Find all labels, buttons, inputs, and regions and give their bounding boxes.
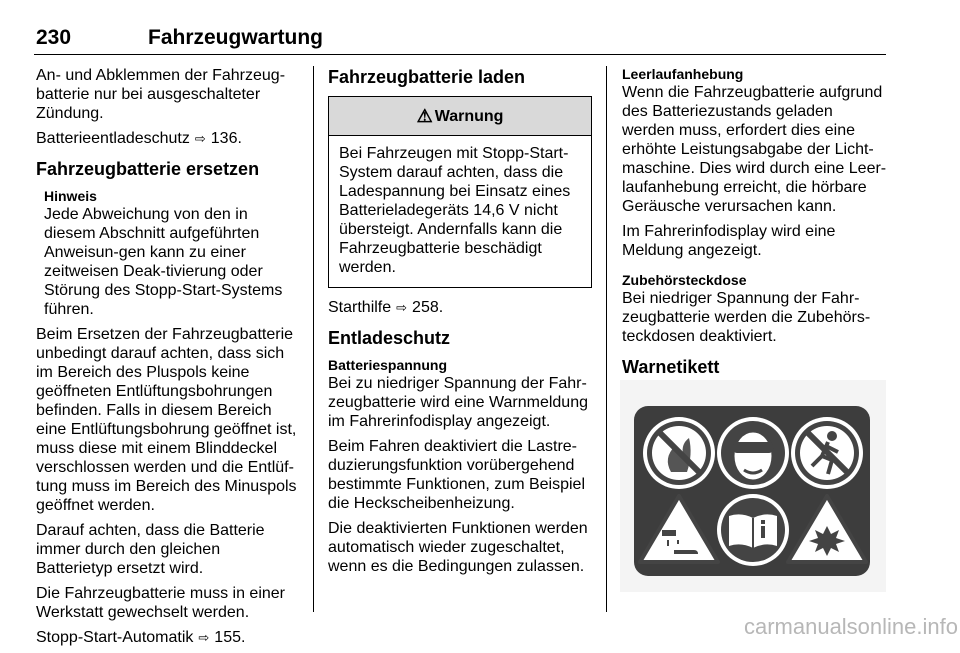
column-3 bbox=[622, 66, 887, 386]
paragraph-ref: Starthilfe ⇨ 258. bbox=[328, 299, 444, 316]
paragraph: Die Fahrzeugbatterie muss in einer Werkstatt gewechselt werden. bbox=[36, 585, 286, 621]
page-number: 230 bbox=[36, 26, 72, 49]
page-reference-link[interactable]: 136. bbox=[210, 130, 242, 147]
page-reference-link[interactable]: 155. bbox=[214, 629, 246, 646]
warning-box bbox=[328, 96, 592, 288]
page-header bbox=[34, 26, 886, 55]
note-text: Jede Abweichung von den in diesem Abschnitt aufgeführten Anweisun-gen kann zu einer zeitweisen Deak-tivierung oder Störung des Stopp-Start-Systems führen. bbox=[44, 206, 283, 318]
section-heading: Fahrzeugbatterie laden bbox=[328, 67, 526, 87]
eye-protection-icon bbox=[717, 417, 789, 489]
paragraph: Im Fahrerinfodisplay wird eine Meldung angezeigt. bbox=[622, 223, 836, 259]
paragraph: An- und Abklemmen der Fahrzeug-batterie nur bei ausgeschalteter Zündung. bbox=[36, 67, 286, 122]
section-heading: Warnetikett bbox=[622, 357, 720, 377]
paragraph: Darauf achten, dass die Batterie immer durch den gleichen Batterietyp ersetzt wird. bbox=[36, 522, 265, 577]
warning-header bbox=[329, 97, 591, 136]
subsection-heading: Batteriespannung bbox=[328, 357, 448, 373]
paragraph: Beim Ersetzen der Fahrzeugbatterie unbedingt darauf achten, dass sich im Bereich des Pluspols keine geöffneten Entlüftungsbohrungen befinden. Falls in diesem Bereich eine Entlüftungsbohrung geöffnet ist, muss diese mit einem Blinddeckel verschlossen werden und die Entlüf-tung muss im Bereich des Minuspols geöffnet werden. bbox=[36, 326, 297, 514]
column-2 bbox=[328, 66, 592, 582]
note-block bbox=[36, 188, 301, 319]
keep-children-away-icon bbox=[791, 417, 863, 489]
subsection-heading: Zubehörsteckdose bbox=[622, 272, 747, 288]
column-divider bbox=[606, 66, 607, 612]
subsection-heading: Leerlaufanhebung bbox=[622, 66, 744, 82]
column-divider bbox=[313, 66, 314, 612]
chapter-title: Fahrzeugwartung bbox=[148, 26, 324, 49]
paragraph: Die deaktivierten Funktionen werden automatisch wieder zugeschaltet, wenn es die Bedingungen zulassen. bbox=[328, 520, 588, 575]
paragraph: Bei niedriger Spannung der Fahr-zeugbatterie werden die Zubehörs-teckdosen deaktiviert. bbox=[622, 290, 871, 345]
warning-title: Warnung bbox=[434, 107, 504, 125]
column-1 bbox=[36, 66, 301, 653]
battery-warning-label bbox=[620, 380, 886, 592]
page-reference-link[interactable]: 258. bbox=[412, 299, 444, 316]
paragraph: Wenn die Fahrzeugbatterie aufgrund des Batteriezustands geladen werden muss, erfordert dies eine erhöhte Leistungsabgabe der Licht-maschine. Dies wird durch eine Leer-laufanhebung erreicht, die hörbare Geräusche verursachen kann. bbox=[622, 84, 887, 215]
note-title: Hinweis bbox=[44, 188, 97, 204]
watermark: carmanualsonline.info bbox=[743, 614, 958, 639]
paragraph-ref: Batterieentladeschutz ⇨ 136. bbox=[36, 130, 242, 147]
reference-arrow-icon: ⇨ bbox=[198, 630, 210, 645]
warning-text: Bei Fahrzeugen mit Stopp-Start-System darauf achten, dass die Ladespannung bei Einsatz eines Batterieladegeräts 14,6 V nicht übersteigt. Andernfalls kann die Fahrzeugbatterie beschädigt werden. bbox=[339, 145, 571, 276]
paragraph: Beim Fahren deaktiviert die Lastre-duzierungsfunktion vorübergehend bestimmte Funktionen, zum Beispiel die Heckscheibenheizung. bbox=[328, 438, 585, 512]
section-heading: Entladeschutz bbox=[328, 328, 451, 348]
read-manual-icon bbox=[717, 494, 789, 566]
reference-arrow-icon: ⇨ bbox=[396, 300, 408, 315]
no-fire-icon bbox=[643, 417, 715, 489]
paragraph-ref: Stopp-Start-Automatik ⇨ 155. bbox=[36, 629, 246, 646]
section-heading: Fahrzeugbatterie ersetzen bbox=[36, 159, 260, 179]
warning-label-graphic bbox=[620, 380, 886, 592]
paragraph: Bei zu niedriger Spannung der Fahr-zeugbatterie wird eine Warnmeldung im Fahrerinfodisplay angezeigt. bbox=[328, 375, 588, 430]
reference-arrow-icon: ⇨ bbox=[194, 131, 206, 146]
warning-triangle-icon: ⚠ bbox=[416, 105, 433, 126]
